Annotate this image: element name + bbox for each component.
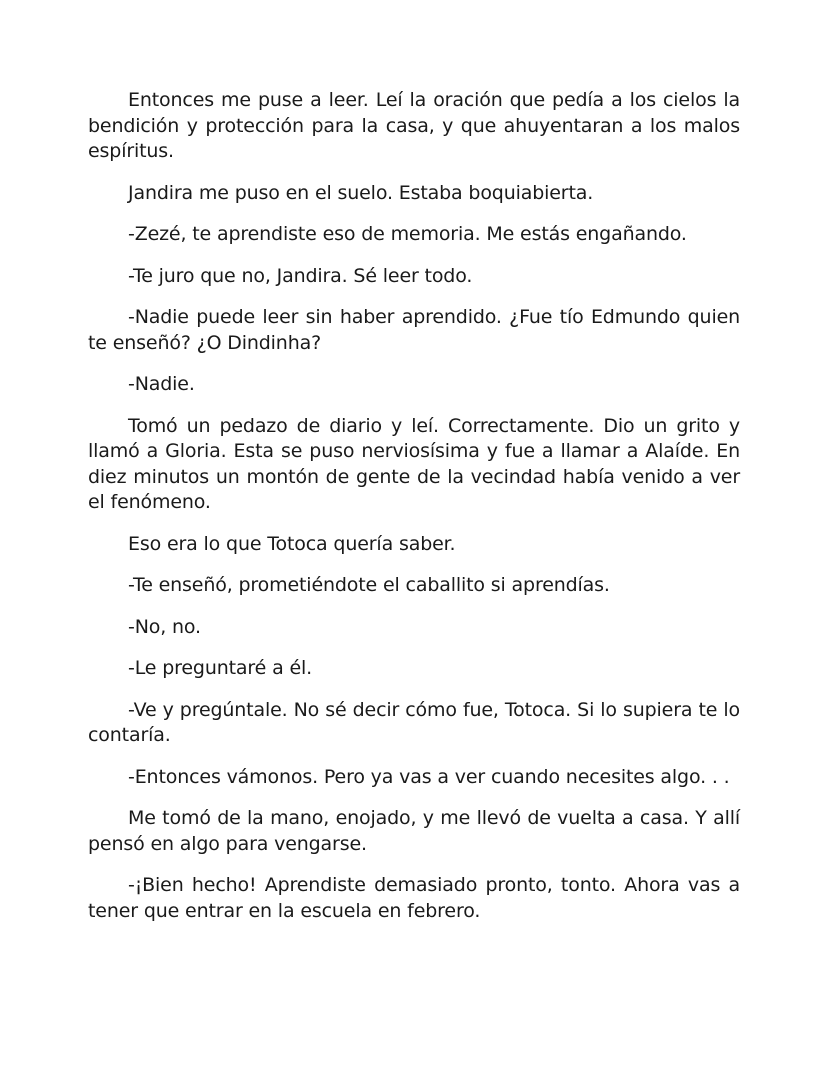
paragraph: -Zezé, te aprendiste eso de memoria. Me estás engañando. bbox=[128, 223, 687, 245]
paragraph: -Nadie. bbox=[128, 373, 195, 395]
paragraph: Jandira me puso en el suelo. Estaba boquiabierta. bbox=[128, 181, 594, 204]
paragraph: -No, no. bbox=[128, 615, 201, 638]
paragraph: -Le preguntaré a él. bbox=[128, 657, 313, 679]
paragraph: -Entonces vámonos. Pero ya vas a ver cuando necesites algo. . . bbox=[128, 765, 730, 788]
paragraph: -¡Bien hecho! Aprendiste demasiado pronto, tonto. Ahora vas a tener que entrar en la escuela en febrero. bbox=[88, 874, 740, 922]
paragraph: Entonces me puse a leer. Leí la oración que pedía a los cielos la bendición y protección para la casa, y que ahuyentaran a los malos espíritus. bbox=[88, 89, 740, 162]
paragraph: Me tomó de la mano, enojado, y me llevó de vuelta a casa. Y allí pensó en algo para vengarse. bbox=[88, 807, 740, 855]
paragraph: -Te juro que no, Jandira. Sé leer todo. bbox=[128, 264, 473, 287]
paragraph: Eso era lo que Totoca quería saber. bbox=[128, 532, 456, 555]
paragraph: -Nadie puede leer sin haber aprendido. ¿Fue tío Edmundo quien te enseñó? ¿O Dindinha? bbox=[88, 306, 740, 354]
paragraph: Tomó un pedazo de diario y leí. Correctamente. Dio un grito y llamó a Gloria. Esta se puso nerviosísima y fue a llamar a Alaíde. En diez minutos un montón de gente de la vecindad había venido a ver el fenómeno. bbox=[88, 414, 740, 513]
document-page bbox=[88, 88, 740, 940]
paragraph: -Ve y pregúntale. No sé decir cómo fue, Totoca. Si lo supiera te lo contaría. bbox=[88, 698, 740, 746]
paragraph: -Te enseñó, prometiéndote el caballito si aprendías. bbox=[128, 574, 610, 596]
